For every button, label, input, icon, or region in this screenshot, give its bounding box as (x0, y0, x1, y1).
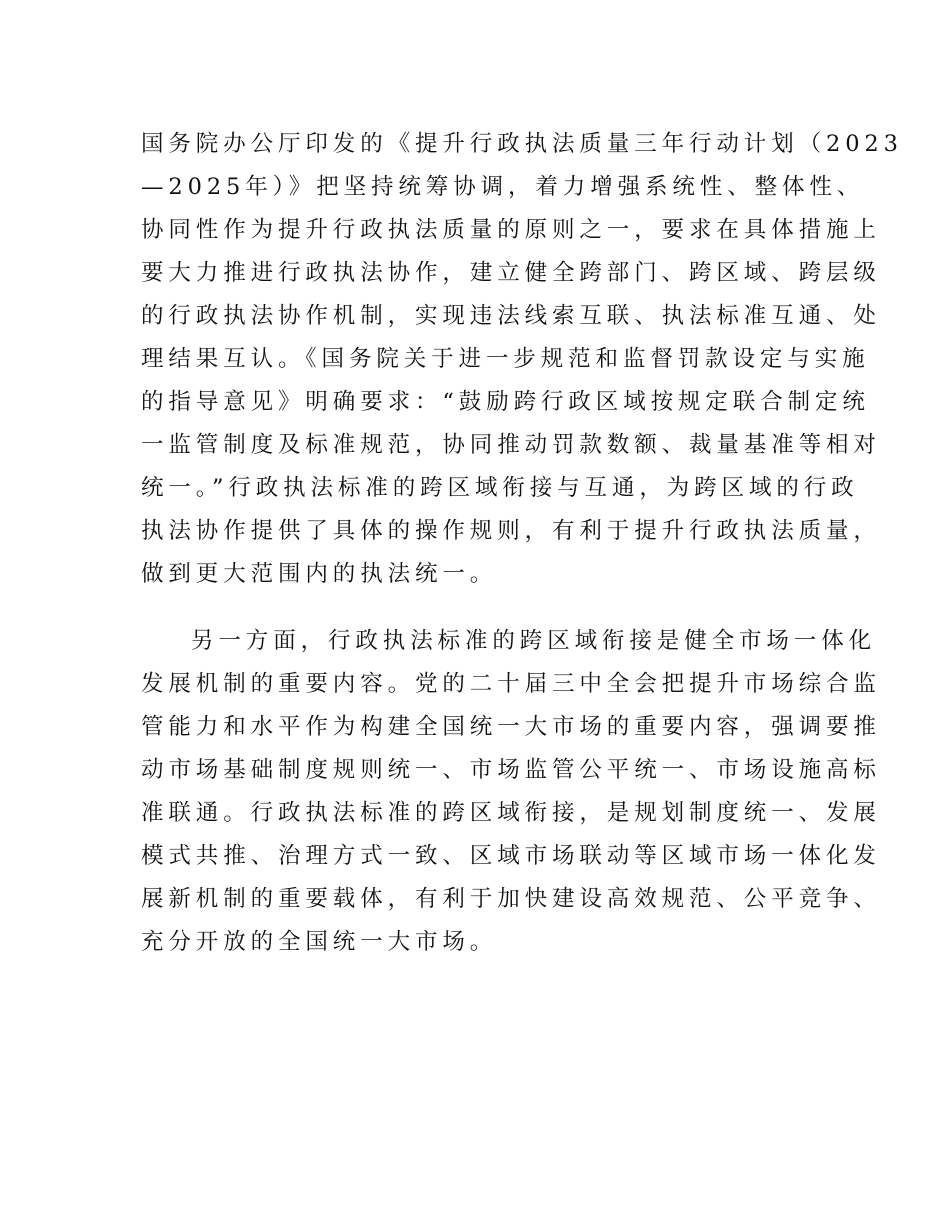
text-line: 的行政执法协作机制，实现违法线索互联、执法标准互通、处 (141, 303, 881, 329)
text-line: 准联通。行政执法标准的跨区域衔接，是规划制度统一、发展 (141, 800, 881, 826)
text-line: 理结果互认。《国务院关于进一步规范和监督罚款设定与实施 (141, 346, 870, 372)
text-line: 动市场基础制度规则统一、市场监管公平统一、市场设施高标 (141, 757, 881, 783)
text-line: 做到更大范围内的执法统一。 (141, 561, 498, 587)
text-line: 另一方面，行政执法标准的跨区域衔接是健全市场一体化 (191, 628, 877, 654)
text-line: 一监管制度及标准规范，协同推动罚款数额、裁量基准等相对 (141, 432, 881, 458)
text-line: 的指导意见》明确要求：“鼓励跨行政区域按规定联合制定统 (141, 389, 870, 415)
text-line: 发展机制的重要内容。党的二十届三中全会把提升市场综合监 (141, 671, 881, 697)
text-line: 国务院办公厅印发的《提升行政执法质量三年行动计划（2023 (141, 131, 903, 157)
text-line: 执法协作提供了具体的操作规则，有利于提升行政执法质量， (141, 518, 881, 544)
text-line: 模式共推、治理方式一致、区域市场联动等区域市场一体化发 (141, 843, 881, 869)
text-line: 充分开放的全国统一大市场。 (141, 929, 498, 955)
text-line: 要大力推进行政执法协作，建立健全跨部门、跨区域、跨层级 (141, 260, 881, 286)
text-line: —2025年）》把坚持统筹协调，着力增强系统性、整体性、 (141, 174, 865, 200)
text-line: 展新机制的重要载体，有利于加快建设高效规范、公平竞争、 (141, 886, 881, 912)
text-line: 协同性作为提升行政执法质量的原则之一，要求在具体措施上 (141, 217, 881, 243)
text-line: 统一。”行政执法标准的跨区域衔接与互通，为跨区域的行政 (141, 475, 859, 501)
text-line: 管能力和水平作为构建全国统一大市场的重要内容，强调要推 (141, 714, 881, 740)
